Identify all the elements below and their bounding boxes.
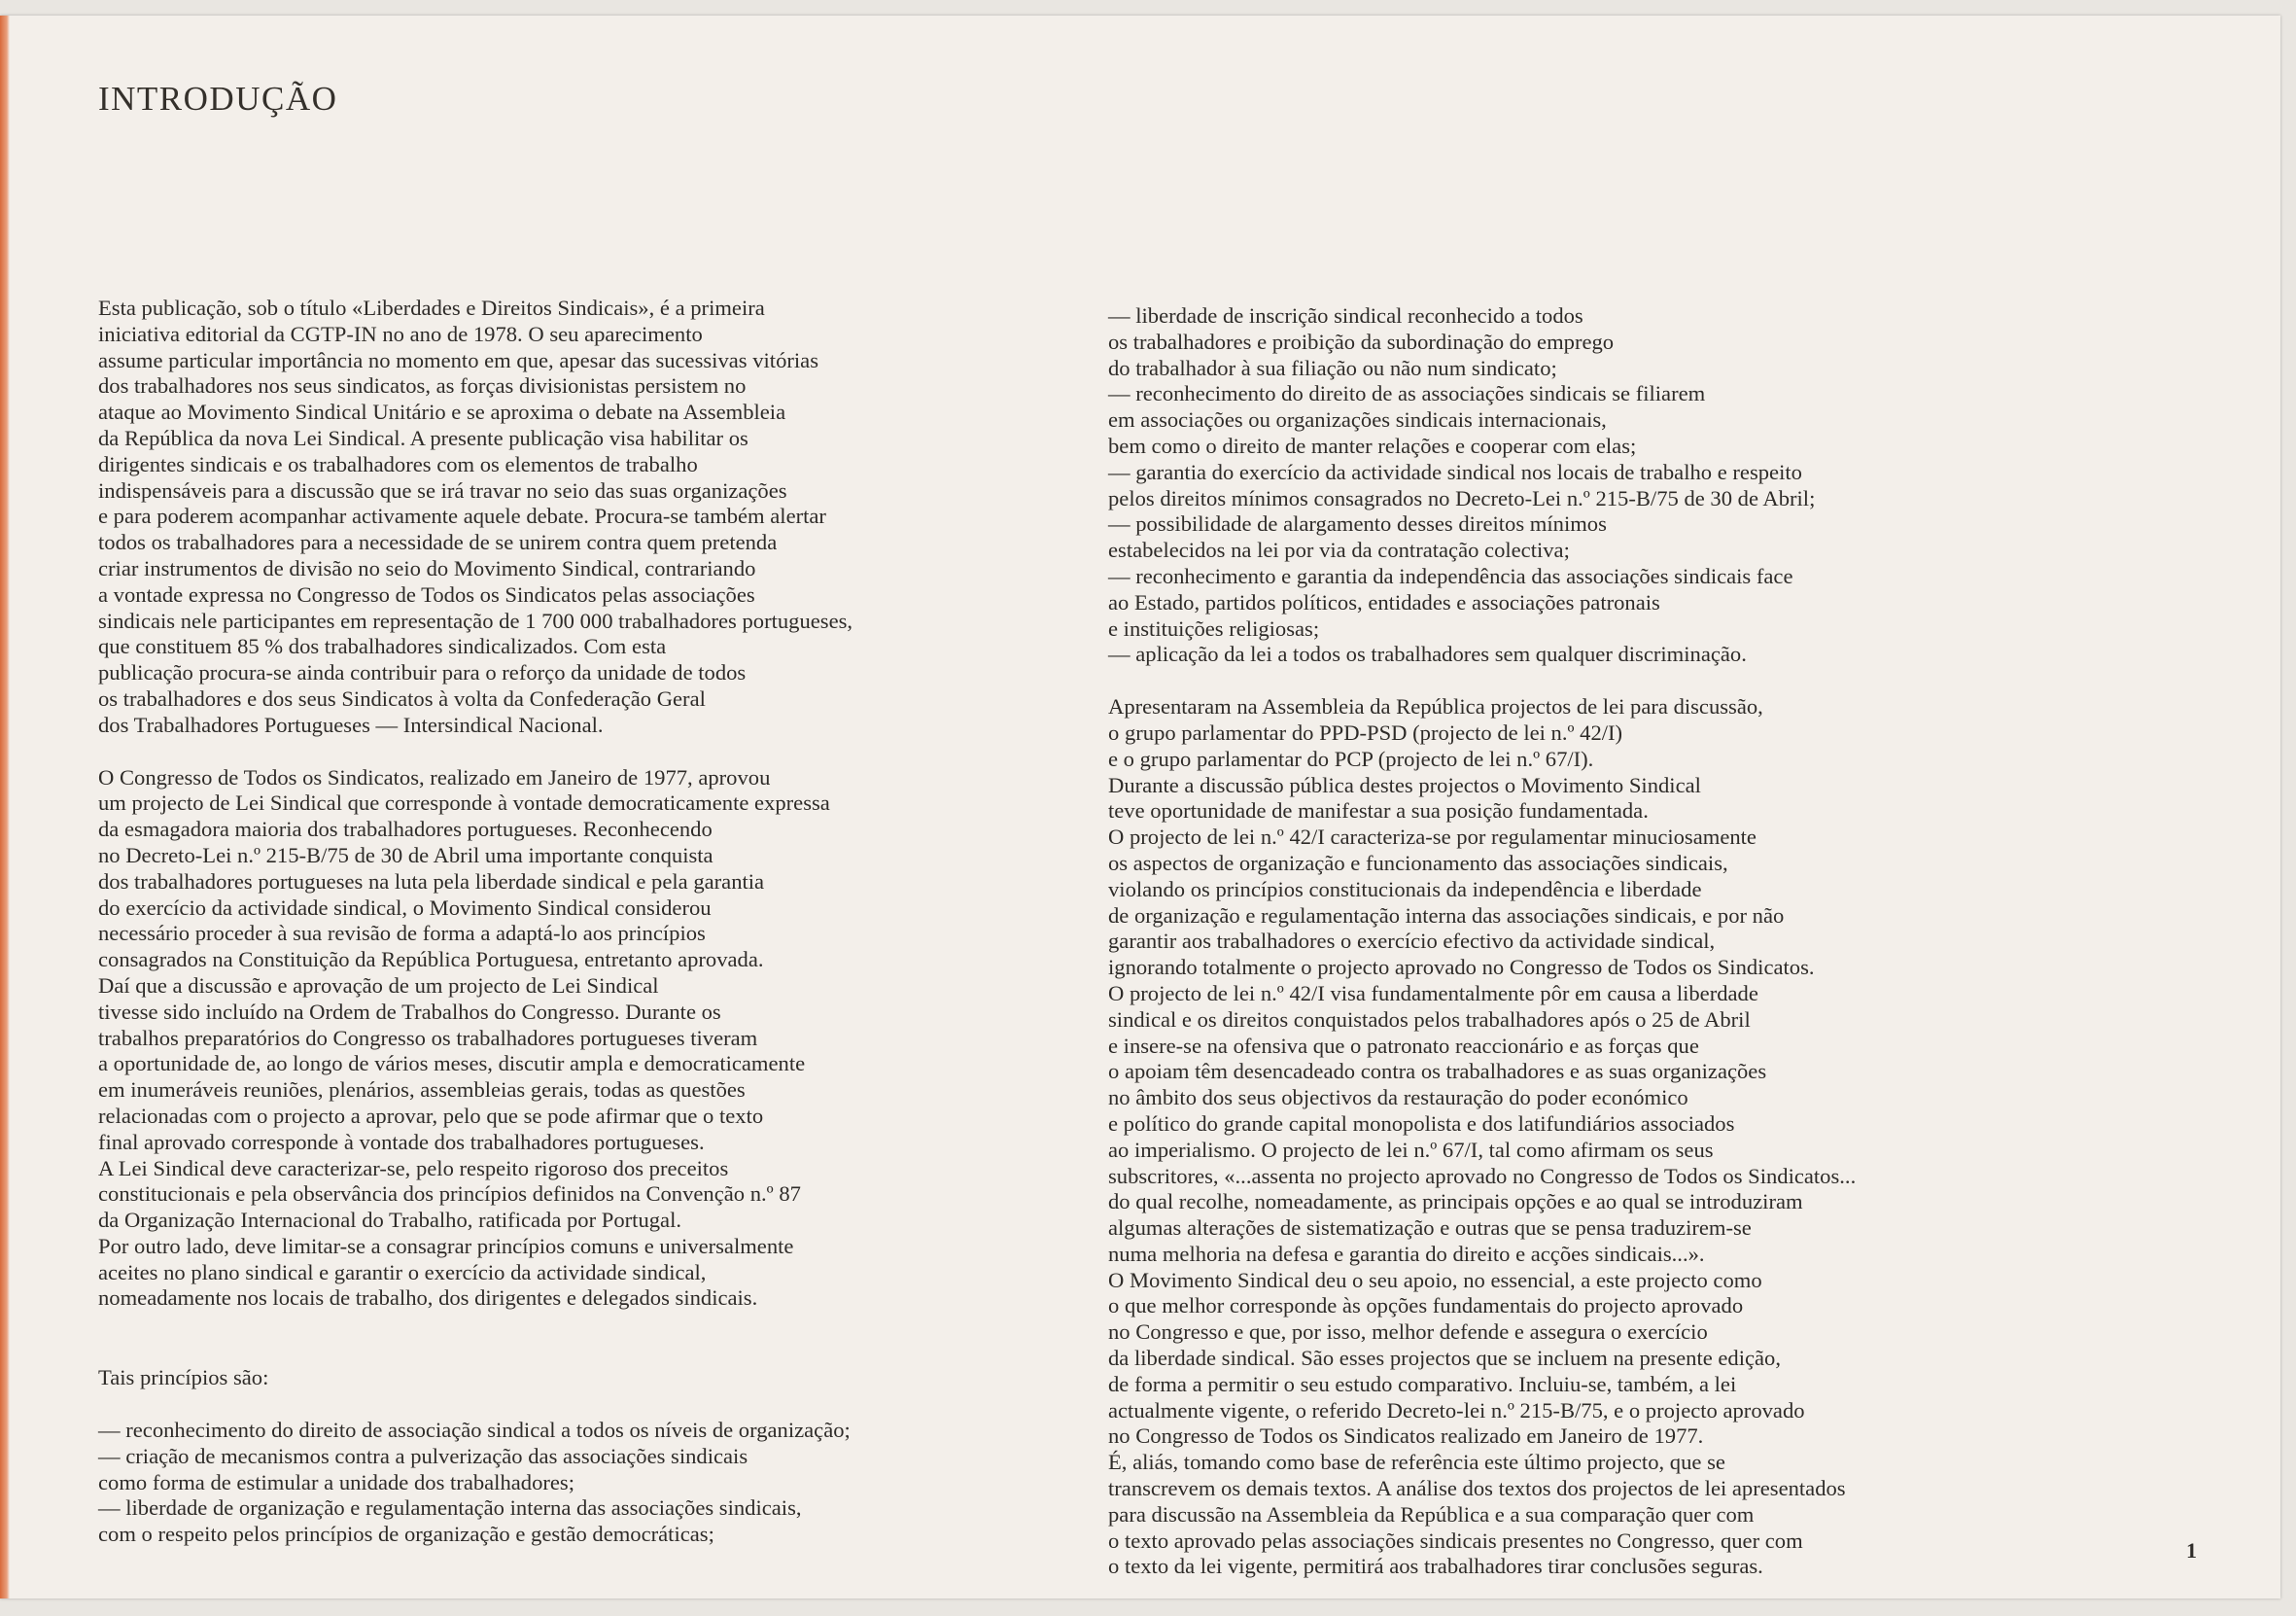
text-line: com o respeito pelos princípios de organização e gestão democráticas; xyxy=(98,1522,714,1547)
text-line: a vontade expressa no Congresso de Todos os Sindicatos pelas associações xyxy=(98,581,755,607)
text-line: transcrevem os demais textos. A análise dos textos dos projectos de lei apresentados xyxy=(1108,1476,1846,1501)
text-line: A Lei Sindical deve caracterizar-se, pelo respeito rigoroso dos preceitos xyxy=(98,1155,729,1180)
text-line: — aplicação da lei a todos os trabalhadores sem qualquer discriminação. xyxy=(1108,642,1747,667)
text-line: o texto da lei vigente, permitirá aos trabalhadores tirar conclusões seguras. xyxy=(1108,1554,1763,1579)
text-line: os trabalhadores e dos seus Sindicatos à volta da Confederação Geral xyxy=(98,685,706,711)
text-line: os trabalhadores e proibição da subordinação do emprego xyxy=(1108,329,1615,354)
text-line: subscritores, «...assenta no projecto aprovado no Congresso de Todos os Sindicatos... xyxy=(1108,1163,1857,1188)
text-line: um projecto de Lei Sindical que corresponde à vontade democraticamente expressa xyxy=(98,790,830,816)
text-line: — criação de mecanismos contra a pulverização das associações sindicais xyxy=(98,1443,748,1468)
text-line: trabalhos preparatórios do Congresso os trabalhadores portugueses tiveram xyxy=(98,1025,758,1050)
text-line: bem como o direito de manter relações e cooperar com elas; xyxy=(1108,433,1637,458)
principles-list-part-2 xyxy=(1108,303,2100,668)
text-line: todos os trabalhadores para a necessidade de se unirem contra quem pretenda xyxy=(98,530,778,555)
text-line: da esmagadora maioria dos trabalhadores portugueses. Reconhecendo xyxy=(98,817,713,842)
text-line: o grupo parlamentar do PPD-PSD (projecto de lei n.º 42/I) xyxy=(1108,720,1623,745)
text-line: como forma de estimular a unidade dos trabalhadores; xyxy=(98,1469,574,1494)
paragraph-congress xyxy=(98,765,1070,1313)
text-line: assume particular importância no momento em que, apesar das sucessivas vitórias xyxy=(98,347,818,372)
text-line: final aprovado corresponde à vontade dos trabalhadores portugueses. xyxy=(98,1129,705,1154)
text-line: consagrados na Constituição da República Portuguesa, entretanto aprovada. xyxy=(98,947,764,972)
text-line: e para poderem acompanhar activamente aquele debate. Procura-se também alertar xyxy=(98,504,826,529)
text-line: — possibilidade de alargamento desses direitos mínimos xyxy=(1108,511,1607,537)
text-line: estabelecidos na lei por via da contratação colectiva; xyxy=(1108,538,1570,563)
text-line: garantir aos trabalhadores o exercício efectivo da actividade sindical, xyxy=(1108,929,1716,954)
text-line: a oportunidade de, ao longo de vários meses, discutir ampla e democraticamente xyxy=(98,1051,806,1076)
text-line: actualmente vigente, o referido Decreto-lei n.º 215-B/75, e o projecto aprovado xyxy=(1108,1397,1805,1423)
text-line: numa melhoria na defesa e garantia do direito e acções sindicais...». xyxy=(1108,1241,1705,1266)
text-line: — reconhecimento do direito de associação sindical a todos os níveis de organização; xyxy=(98,1418,851,1443)
principles-list-part-1 xyxy=(98,1418,1070,1548)
text-line: Esta publicação, sob o título «Liberdades e Direitos Sindicais», é a primeira xyxy=(98,296,765,320)
text-line: da Organização Internacional do Trabalho, ratificada por Portugal. xyxy=(98,1208,681,1233)
text-line: constitucionais e pela observância dos princípios definidos na Convenção n.º 87 xyxy=(98,1181,801,1207)
text-line: — reconhecimento do direito de as associações sindicais se filiarem xyxy=(1108,381,1706,406)
text-line: nomeadamente nos locais de trabalho, dos dirigentes e delegados sindicais. xyxy=(98,1285,758,1311)
text-line: de forma a permitir o seu estudo comparativo. Incluiu-se, também, a lei xyxy=(1108,1371,1737,1396)
text-line: O Congresso de Todos os Sindicatos, realizado em Janeiro de 1977, aprovou xyxy=(98,764,771,790)
text-line: no Congresso e que, por isso, melhor defende e assegura o exercício xyxy=(1108,1319,1708,1345)
text-line: em associações ou organizações sindicais internacionais, xyxy=(1108,407,1607,433)
text-line: pelos direitos mínimos consagrados no Decreto-Lei n.º 215-B/75 de 30 de Abril; xyxy=(1108,485,1816,510)
text-line: no Decreto-Lei n.º 215-B/75 de 30 de Abril uma importante conquista xyxy=(98,842,713,867)
text-line: e o grupo parlamentar do PCP (projecto de lei n.º 67/I). xyxy=(1108,746,1594,771)
text-line: Tais princípios são: xyxy=(98,1365,269,1390)
text-line: algumas alterações de sistematização e outras que se pensa traduzirem-se xyxy=(1108,1215,1752,1241)
text-line: Por outro lado, deve limitar-se a consagrar princípios comuns e universalmente xyxy=(98,1233,794,1258)
text-line: dos trabalhadores nos seus sindicatos, as forças divisionistas persistem no xyxy=(98,373,747,399)
text-line: ao Estado, partidos políticos, entidades e associações patronais xyxy=(1108,589,1660,615)
text-line: Durante a discussão pública destes projectos o Movimento Sindical xyxy=(1108,772,1701,797)
text-line: tivesse sido incluído na Ordem de Trabalhos do Congresso. Durante os xyxy=(98,999,721,1024)
text-line: ignorando totalmente o projecto aprovado no Congresso de Todos os Sindicatos. xyxy=(1108,955,1815,980)
text-line: Daí que a discussão e aprovação de um projecto de Lei Sindical xyxy=(98,972,659,998)
text-line: É, aliás, tomando como base de referência este último projecto, que se xyxy=(1108,1450,1725,1475)
text-line: violando os princípios constitucionais da independência e liberdade xyxy=(1108,876,1702,901)
text-line: o que melhor corresponde às opções fundamentais do projecto aprovado xyxy=(1108,1293,1744,1318)
text-line: dirigentes sindicais e os trabalhadores com os elementos de trabalho xyxy=(98,451,698,476)
document-page xyxy=(0,16,2280,1598)
text-line: publicação procura-se ainda contribuir para o reforço da unidade de todos xyxy=(98,660,747,685)
text-line: do trabalhador à sua filiação ou não num sindicato; xyxy=(1108,355,1557,380)
text-line: os aspectos de organização e funcionamento das associações sindicais, xyxy=(1108,850,1728,875)
text-line: sindicais nele participantes em representação de 1 700 000 trabalhadores portugueses, xyxy=(98,608,853,633)
text-line: o apoiam têm desencadeado contra os trabalhadores e as suas organizações xyxy=(1108,1059,1767,1084)
text-line: dos trabalhadores portugueses na luta pela liberdade sindical e pela garantia xyxy=(98,868,765,894)
paragraph-principles-heading xyxy=(98,1365,1070,1391)
text-line: o texto aprovado pelas associações sindicais presentes no Congresso, quer com xyxy=(1108,1528,1803,1553)
text-line: da liberdade sindical. São esses projectos que se incluem na presente edição, xyxy=(1108,1346,1781,1371)
left-column xyxy=(98,296,1070,1548)
text-line: no Congresso de Todos os Sindicatos realizado em Janeiro de 1977. xyxy=(1108,1423,1704,1449)
text-line: para discussão na Assembleia da República e a sua comparação quer com xyxy=(1108,1501,1755,1527)
text-line: que constituem 85 % dos trabalhadores sindicalizados. Com esta xyxy=(98,634,667,659)
text-line: — liberdade de inscrição sindical reconhecido a todos xyxy=(1108,303,1583,328)
text-line: O Movimento Sindical deu o seu apoio, no essencial, a este projecto como xyxy=(1108,1267,1762,1292)
text-line: e instituições religiosas; xyxy=(1108,615,1320,641)
text-line: em inumeráveis reuniões, plenários, assembleias gerais, todas as questões xyxy=(98,1077,746,1103)
right-column xyxy=(1108,303,2100,1580)
text-line: necessário proceder à sua revisão de forma a adaptá-lo aos princípios xyxy=(98,921,706,946)
paragraph-intro xyxy=(98,296,1070,739)
text-line: sindical e os direitos conquistados pelos trabalhadores após o 25 de Abril xyxy=(1108,1006,1751,1032)
text-line: Apresentaram na Assembleia da República projectos de lei para discussão, xyxy=(1108,694,1763,720)
text-line: O projecto de lei n.º 42/I visa fundamentalmente pôr em causa a liberdade xyxy=(1108,980,1758,1005)
text-line: iniciativa editorial da CGTP-IN no ano de 1978. O seu aparecimento xyxy=(98,321,703,346)
text-line: O projecto de lei n.º 42/I caracteriza-se por regulamentar minuciosamente xyxy=(1108,825,1757,850)
text-line: dos Trabalhadores Portugueses — Intersindical Nacional. xyxy=(98,712,604,737)
text-line: ataque ao Movimento Sindical Unitário e se aproxima o debate na Assembleia xyxy=(98,400,786,425)
text-line: de organização e regulamentação interna das associações sindicais, e por não xyxy=(1108,902,1785,928)
text-line: no âmbito dos seus objectivos da restauração do poder económico xyxy=(1108,1085,1688,1110)
text-line: — reconhecimento e garantia da independência das associações sindicais face xyxy=(1108,563,1793,588)
text-line: e político do grande capital monopolista e dos latifundiários associados xyxy=(1108,1110,1735,1136)
text-line: do qual recolhe, nomeadamente, as principais opções e ao qual se introduziram xyxy=(1108,1189,1803,1214)
text-line: relacionadas com o projecto a aprovar, pelo que se pode afirmar que o texto xyxy=(98,1103,764,1128)
text-line: — garantia do exercício da actividade sindical nos locais de trabalho e respeito xyxy=(1108,459,1802,484)
text-line: ao imperialismo. O projecto de lei n.º 67/I, tal como afirmam os seus xyxy=(1108,1137,1714,1162)
page-title: INTRODUÇÃO xyxy=(98,80,338,118)
text-line: teve oportunidade de manifestar a sua posição fundamentada. xyxy=(1108,798,1649,824)
text-line: e insere-se na ofensiva que o patronato reaccionário e as forças que xyxy=(1108,1033,1699,1058)
text-line: do exercício da actividade sindical, o Movimento Sindical considerou xyxy=(98,895,712,920)
text-line: indispensáveis para a discussão que se irá travar no seio das suas organizações xyxy=(98,477,787,503)
paragraph-parliament-projects xyxy=(1108,694,2100,1580)
text-line: — liberdade de organização e regulamentação interna das associações sindicais, xyxy=(98,1495,802,1521)
text-line: aceites no plano sindical e garantir o exercício da actividade sindical, xyxy=(98,1259,707,1284)
page-edge-binding xyxy=(0,16,10,1598)
text-line: criar instrumentos de divisão no seio do Movimento Sindical, contrariando xyxy=(98,555,756,580)
text-line: da República da nova Lei Sindical. A presente publicação visa habilitar os xyxy=(98,425,748,450)
page-number: 1 xyxy=(2186,1538,2197,1563)
